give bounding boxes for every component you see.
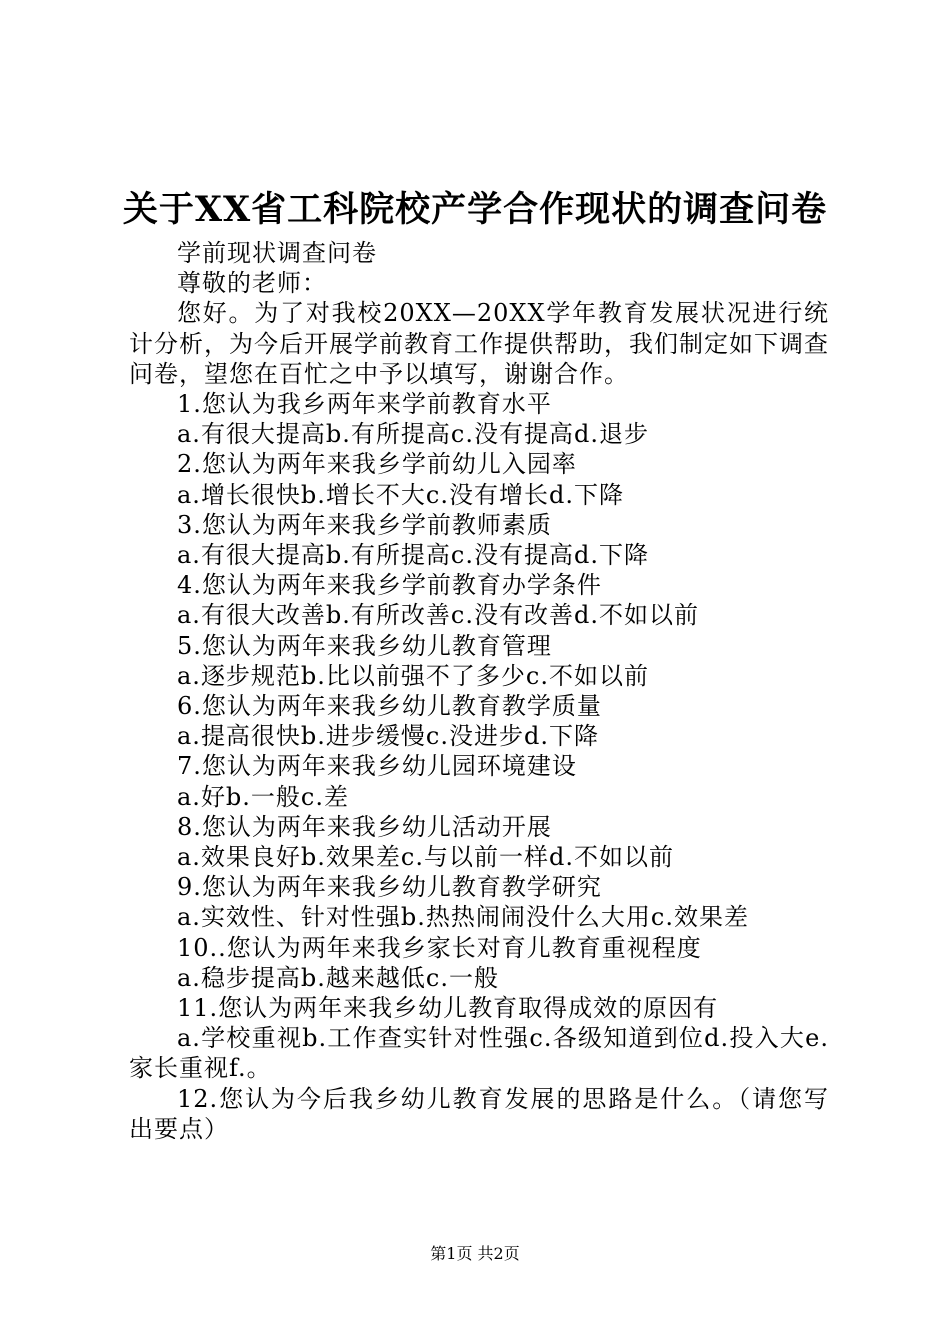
question-1: 1.您认为我乡两年来学前教育水平 [177, 390, 552, 419]
question-5: 5.您认为两年来我乡幼儿教育管理 [177, 631, 552, 660]
question-4: 4.您认为两年来我乡学前教育办学条件 [177, 571, 602, 600]
document-title: 关于XX省工科院校产学合作现状的调查问卷 [122, 189, 828, 230]
page-indicator: 第1页 共2页 [430, 1244, 520, 1263]
question-9-options: a.实效性、针对性强b.热热闹闹没什么大用c.效果差 [177, 903, 749, 932]
question-11: 11.您认为两年来我乡幼儿教育取得成效的原因有 [177, 994, 719, 1023]
document-body [129, 238, 829, 1144]
paragraph-intro: 您好。为了对我校20XX—20XX学年教育发展状况进行统计分析，为今后开展学前教育工作提供帮助，我们制定如下调查问卷，望您在百忙之中予以填写，谢谢合作。 [129, 299, 829, 388]
question-6: 6.您认为两年来我乡幼儿教育教学质量 [177, 692, 602, 721]
question-6-options: a.提高很快b.进步缓慢c.没进步d.下降 [177, 722, 599, 751]
question-10: 10..您认为两年来我乡家长对育儿教育重视程度 [177, 933, 702, 962]
question-2: 2.您认为两年来我乡学前幼儿入园率 [177, 450, 577, 479]
question-4-options: a.有很大改善b.有所改善c.没有改善d.不如以前 [177, 601, 699, 630]
question-8-options: a.效果良好b.效果差c.与以前一样d.不如以前 [177, 843, 674, 872]
question-7: 7.您认为两年来我乡幼儿园环境建设 [177, 752, 577, 781]
question-3-options: a.有很大提高b.有所提高c.没有提高d.下降 [177, 541, 649, 570]
question-10-options: a.稳步提高b.越来越低c.一般 [177, 963, 499, 992]
question-11-options: a.学校重视b.工作查实针对性强c.各级知道到位d.投入大e.家长重视f.。 [129, 1024, 829, 1083]
question-7-options: a.好b.一般c.差 [177, 782, 349, 811]
question-1-options: a.有很大提高b.有所提高c.没有提高d.退步 [177, 420, 649, 449]
question-8: 8.您认为两年来我乡幼儿活动开展 [177, 812, 552, 841]
question-2-options: a.增长很快b.增长不大c.没有增长d.下降 [177, 480, 624, 509]
question-3: 3.您认为两年来我乡学前教师素质 [177, 510, 552, 539]
paragraph-subtitle: 学前现状调查问卷 [177, 239, 377, 267]
question-12: 12.您认为今后我乡幼儿教育发展的思路是什么。（请您写出要点） [129, 1084, 829, 1143]
question-9: 9.您认为两年来我乡幼儿教育教学研究 [177, 873, 602, 902]
question-5-options: a.逐步规范b.比以前强不了多少c.不如以前 [177, 661, 649, 690]
paragraph-salutation: 尊敬的老师： [177, 269, 327, 298]
